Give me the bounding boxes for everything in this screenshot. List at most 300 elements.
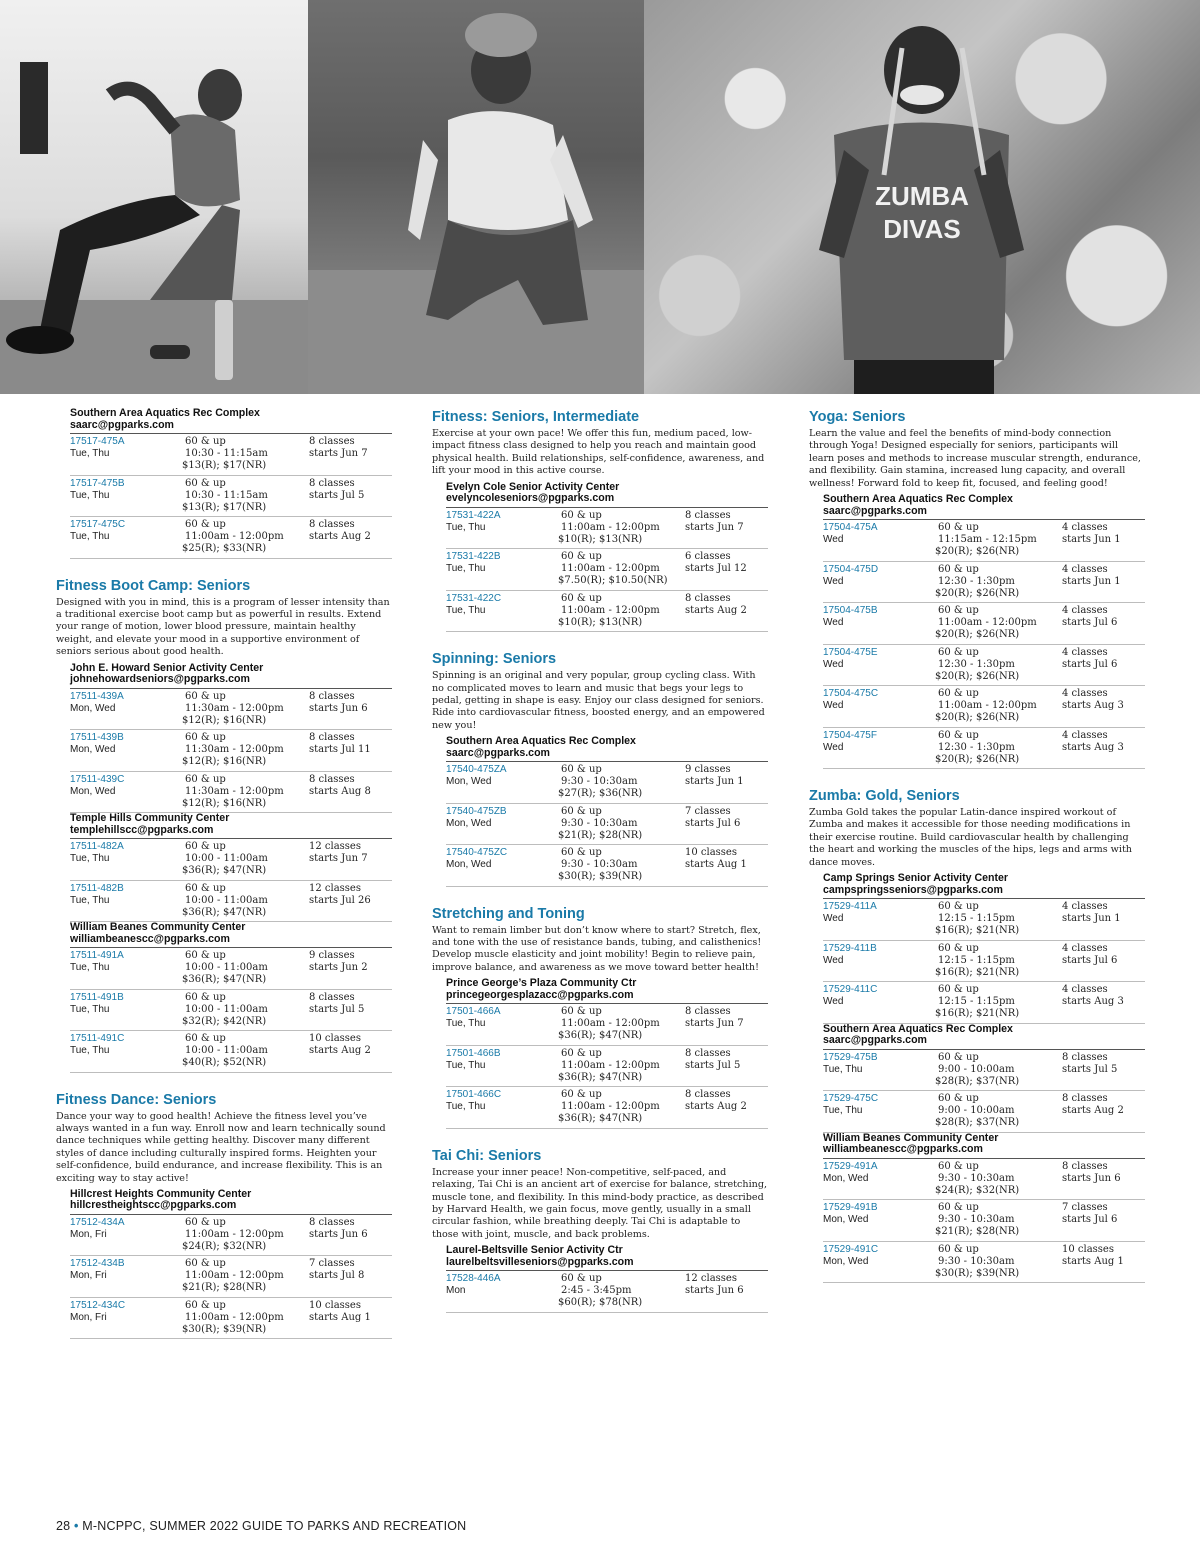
class-fee: $13(R); $17(NR): [182, 501, 267, 513]
class-age: 60 & up: [561, 1047, 602, 1059]
class-days: Mon, Wed: [823, 1214, 869, 1226]
class-fee: $24(R); $32(NR): [182, 1240, 267, 1252]
class-code[interactable]: 17517-475B: [70, 477, 125, 489]
class-count: 12 classes: [309, 841, 361, 853]
class-table: [70, 947, 392, 1073]
class-start: starts Jul 6: [1062, 1214, 1118, 1226]
class-code[interactable]: 17504-475D: [823, 563, 879, 575]
class-fee: $20(R); $26(NR): [935, 753, 1020, 765]
class-start: starts Jun 1: [1062, 534, 1121, 546]
class-code[interactable]: 17529-491B: [823, 1202, 878, 1214]
class-start: starts Aug 8: [309, 785, 371, 797]
class-row: [70, 839, 392, 881]
class-time: 12:15 - 1:15pm: [938, 996, 1015, 1008]
venue-block: [823, 494, 1145, 769]
class-age: 60 & up: [561, 509, 602, 521]
class-days: Tue, Thu: [446, 521, 486, 533]
class-time: 10:00 - 11:00am: [185, 1045, 268, 1057]
class-count: 7 classes: [685, 805, 731, 817]
class-start: starts Aug 2: [685, 1101, 747, 1113]
class-count: 8 classes: [1062, 1051, 1108, 1063]
class-count: 7 classes: [1062, 1202, 1108, 1214]
class-start: starts Aug 3: [1062, 996, 1124, 1008]
class-code[interactable]: 17504-475B: [823, 605, 878, 617]
photo-zumba-divas: [644, 0, 1200, 394]
class-code[interactable]: 17504-475A: [823, 522, 878, 534]
class-time: 12:30 - 1:30pm: [938, 575, 1015, 587]
class-count: 8 classes: [1062, 1093, 1108, 1105]
venue-email[interactable]: saarc@pgparks.com: [446, 746, 550, 759]
class-table: [446, 507, 768, 633]
class-age: 60 & up: [561, 847, 602, 859]
class-age: 60 & up: [938, 563, 979, 575]
class-age: 60 & up: [185, 950, 226, 962]
section-title: Fitness: Seniors, Intermediate: [432, 409, 640, 425]
class-code[interactable]: 17511-491B: [70, 991, 124, 1003]
class-days: Wed: [823, 996, 844, 1008]
class-time: 2:45 - 3:45pm: [561, 1285, 632, 1297]
class-row: [823, 899, 1145, 941]
class-code[interactable]: 17511-491C: [70, 1033, 125, 1045]
class-time: 11:00am - 12:00pm: [185, 1228, 284, 1240]
class-row: [446, 1271, 768, 1313]
class-code[interactable]: 17504-475F: [823, 729, 877, 741]
class-count: 10 classes: [685, 847, 737, 859]
class-age: 60 & up: [185, 841, 226, 853]
class-fee: $36(R); $47(NR): [558, 1113, 643, 1125]
section-description: Want to remain limber but don’t know where to start? Stretch, flex, and tone with the use of resistance bands, tubing, and calisthenics! Develop muscle elasticity and joint mobility! Begin to relieve pain, improve balance, and awareness as we move toward better health!: [432, 924, 762, 973]
class-code[interactable]: 17501-466A: [446, 1006, 501, 1018]
class-time: 11:15am - 12:15pm: [938, 534, 1037, 546]
venue-name: Prince George’s Plaza Community Ctr: [446, 977, 637, 990]
class-code[interactable]: 17531-422A: [446, 509, 501, 521]
venue-name: Laurel-Beltsville Senior Activity Ctr: [446, 1244, 623, 1257]
class-time: 11:30am - 12:00pm: [185, 744, 284, 756]
class-count: 8 classes: [309, 1216, 355, 1228]
venue-email[interactable]: saarc@pgparks.com: [823, 504, 927, 517]
class-count: 4 classes: [1062, 942, 1108, 954]
class-fee: $21(R); $28(NR): [935, 1226, 1020, 1238]
class-age: 60 & up: [185, 773, 226, 785]
class-start: starts Jun 7: [685, 1018, 744, 1030]
venue-header: [823, 1133, 1145, 1156]
class-start: starts Jul 5: [309, 1003, 365, 1015]
class-age: 60 & up: [185, 1216, 226, 1228]
venue-name: Hillcrest Heights Community Center: [70, 1187, 252, 1200]
class-time: 11:00am - 12:00pm: [938, 617, 1037, 629]
class-code[interactable]: 17540-475ZA: [446, 764, 507, 776]
class-fee: $13(R); $17(NR): [182, 460, 267, 471]
venue-email[interactable]: saarc@pgparks.com: [70, 418, 174, 431]
class-row: [70, 990, 392, 1032]
class-code[interactable]: 17531-422C: [446, 592, 502, 604]
class-count: 10 classes: [309, 1299, 361, 1311]
venue-email[interactable]: hillcrestheightscc@pgparks.com: [70, 1199, 237, 1212]
class-days: Mon, Wed: [446, 776, 492, 788]
class-row: [70, 517, 392, 559]
class-fee: $25(R); $33(NR): [182, 543, 267, 554]
class-count: 8 classes: [309, 690, 355, 702]
class-age: 60 & up: [938, 1243, 979, 1255]
class-fee: $36(R); $47(NR): [558, 1030, 643, 1042]
venue-block: [446, 1245, 768, 1313]
footer-separator: •: [74, 1519, 79, 1533]
class-time: 11:00am - 12:00pm: [561, 1101, 660, 1113]
class-table: [446, 761, 768, 887]
section-description: Zumba Gold takes the popular Latin-dance inspired workout of Zumba and makes it accessible for those needing modifications in their exercise routine. Build cardiovascular health by challenging the heart and working the muscles of the hips, legs and arms with dance moves.: [809, 807, 1132, 868]
class-code[interactable]: 17517-475C: [70, 519, 126, 530]
class-count: 10 classes: [1062, 1243, 1114, 1255]
class-code[interactable]: 17504-475E: [823, 646, 878, 658]
section-title: Yoga: Seniors: [809, 409, 906, 425]
photo-strip: [0, 0, 1200, 394]
class-row: [823, 562, 1145, 604]
class-section: [56, 408, 392, 559]
class-time: 10:00 - 11:00am: [185, 894, 268, 906]
class-fee: $20(R); $26(NR): [935, 670, 1020, 682]
section-description: Exercise at your own pace! We offer this fun, medium paced, low-impact fitness class designed to help you reach and maintain good physical health. Build relationships, self-confidence, awareness, and lift your mood in this active course.: [432, 428, 765, 477]
class-row: [823, 1242, 1145, 1284]
class-start: starts Jul 5: [685, 1059, 741, 1071]
class-days: Tue, Thu: [70, 962, 110, 974]
class-code[interactable]: 17511-439B: [70, 732, 124, 744]
venue-email[interactable]: templehillscc@pgparks.com: [70, 823, 214, 836]
venue-name: Evelyn Cole Senior Activity Center: [446, 480, 620, 493]
class-fee: $10(R); $13(NR): [558, 533, 643, 545]
venue-block: [70, 922, 392, 1073]
class-age: 60 & up: [185, 991, 226, 1003]
class-start: starts Jun 1: [685, 776, 744, 788]
class-days: Mon, Wed: [446, 817, 492, 829]
class-start: starts Jun 6: [1062, 1172, 1121, 1184]
class-row: [70, 772, 392, 814]
class-count: 4 classes: [1062, 984, 1108, 996]
class-row: [70, 1298, 392, 1340]
class-code[interactable]: 17529-411A: [823, 901, 877, 913]
class-time: 9:00 - 10:00am: [938, 1105, 1015, 1117]
class-count: 4 classes: [1062, 688, 1108, 700]
class-age: 60 & up: [561, 1273, 602, 1285]
class-code[interactable]: 17501-466B: [446, 1047, 501, 1059]
column-left: [56, 408, 392, 1357]
venue-name: William Beanes Community Center: [70, 921, 246, 934]
venue-block: [70, 1189, 392, 1340]
class-code[interactable]: 17540-475ZB: [446, 805, 507, 817]
class-age: 60 & up: [938, 1051, 979, 1063]
class-count: 12 classes: [685, 1273, 737, 1285]
class-row: [70, 1031, 392, 1073]
class-count: 7 classes: [309, 1258, 355, 1270]
class-start: starts Jun 2: [309, 962, 368, 974]
class-days: Wed: [823, 913, 844, 925]
class-count: 8 classes: [685, 509, 731, 521]
class-start: starts Jun 1: [1062, 575, 1121, 587]
class-count: 4 classes: [1062, 729, 1108, 741]
class-code[interactable]: 17529-491C: [823, 1243, 879, 1255]
class-time: 11:30am - 12:00pm: [185, 702, 284, 714]
class-time: 11:00am - 12:00pm: [185, 531, 284, 542]
class-time: 11:00am - 12:00pm: [561, 1018, 660, 1030]
class-row: [823, 603, 1145, 645]
class-code[interactable]: 17511-439A: [70, 690, 124, 702]
class-days: Tue, Thu: [446, 604, 486, 616]
class-code[interactable]: 17529-475C: [823, 1093, 879, 1105]
class-time: 10:30 - 11:15am: [185, 448, 268, 459]
venue-header: [70, 922, 392, 945]
class-row: [823, 520, 1145, 562]
class-fee: $20(R); $26(NR): [935, 587, 1020, 599]
venue-email[interactable]: laurelbeltsvilleseniors@pgparks.com: [446, 1255, 634, 1268]
class-start: starts Jul 6: [1062, 954, 1118, 966]
class-count: 8 classes: [685, 592, 731, 604]
class-code[interactable]: 17511-439C: [70, 773, 125, 785]
class-count: 8 classes: [309, 773, 355, 785]
class-row: [446, 1046, 768, 1088]
class-days: Wed: [823, 741, 844, 753]
class-code[interactable]: 17504-475C: [823, 688, 879, 700]
class-row: [823, 982, 1145, 1024]
class-start: starts Aug 2: [309, 1045, 371, 1057]
section-title: Tai Chi: Seniors: [432, 1147, 542, 1164]
class-start: starts Jun 6: [309, 702, 368, 714]
venue-email[interactable]: saarc@pgparks.com: [823, 1034, 927, 1047]
venue-email[interactable]: princegeorgesplazacc@pgparks.com: [446, 988, 634, 1001]
venue-email[interactable]: evelyncoleseniors@pgparks.com: [446, 492, 615, 505]
class-start: starts Jun 7: [685, 521, 744, 533]
class-table: [823, 519, 1145, 769]
shirt-text-line2: DIVAS: [883, 214, 961, 244]
class-fee: $40(R); $52(NR): [182, 1057, 267, 1069]
venue-block: [823, 1024, 1145, 1133]
venue-header: [70, 663, 392, 686]
class-fee: $10(R); $13(NR): [558, 616, 643, 628]
venue-header: [823, 873, 1145, 896]
class-code[interactable]: 17512-434C: [70, 1299, 126, 1311]
class-count: 8 classes: [309, 732, 355, 744]
class-table: [70, 838, 392, 922]
section-description: Spinning is an original and very popular, group cycling class. With no complicated moves to learn and music that begs your legs to pedal, getting in shape is easy. Enjoy our class designed for seniors. Ride into cardiovascular fitness, boosted energy, and an empowered new you!: [432, 670, 765, 731]
class-section: [432, 408, 768, 632]
class-section: [432, 650, 768, 887]
class-start: starts Jul 5: [309, 489, 365, 501]
class-time: 9:30 - 10:30am: [561, 776, 638, 788]
class-days: Mon, Fri: [70, 1270, 107, 1282]
class-section: [432, 1147, 768, 1313]
section-title: Fitness Dance: Seniors: [56, 1091, 217, 1108]
class-time: 9:30 - 10:30am: [938, 1172, 1015, 1184]
class-count: 9 classes: [685, 764, 731, 776]
class-time: 12:15 - 1:15pm: [938, 954, 1015, 966]
class-age: 60 & up: [938, 1160, 979, 1172]
venue-header: [823, 494, 1145, 517]
class-age: 60 & up: [185, 732, 226, 744]
photo-chair-exercise: [0, 0, 308, 394]
venue-block: [70, 813, 392, 922]
class-time: 9:30 - 10:30am: [938, 1255, 1015, 1267]
class-row: [70, 476, 392, 518]
class-fee: $7.50(R); $10.50(NR): [558, 575, 668, 587]
class-code[interactable]: 17529-411B: [823, 942, 877, 954]
venue-name: Southern Area Aquatics Rec Complex: [823, 493, 1013, 506]
class-start: starts Jun 7: [309, 853, 368, 865]
class-start: starts Jul 5: [1062, 1063, 1118, 1075]
class-start: starts Jul 8: [309, 1270, 365, 1282]
class-start: starts Jul 6: [1062, 617, 1118, 629]
venue-header: [446, 1245, 768, 1268]
class-row: [446, 845, 768, 887]
class-fee: $20(R); $26(NR): [935, 629, 1020, 641]
class-code[interactable]: 17512-434A: [70, 1216, 125, 1228]
class-code[interactable]: 17529-491A: [823, 1160, 878, 1172]
venue-header: [446, 736, 768, 759]
venue-name: Temple Hills Community Center: [70, 812, 230, 825]
section-title: Fitness Boot Camp: Seniors: [56, 577, 251, 594]
venue-name: William Beanes Community Center: [823, 1131, 999, 1144]
class-code[interactable]: 17511-482A: [70, 841, 124, 853]
class-age: 60 & up: [185, 1299, 226, 1311]
class-code[interactable]: 17517-475A: [70, 436, 125, 447]
class-age: 60 & up: [185, 1258, 226, 1270]
venue-block: [823, 1133, 1145, 1284]
class-time: 12:30 - 1:30pm: [938, 741, 1015, 753]
class-days: Mon: [446, 1285, 466, 1297]
class-row: [823, 1159, 1145, 1201]
class-start: starts Jun 6: [685, 1285, 744, 1297]
class-days: Tue, Thu: [446, 1059, 486, 1071]
section-title: Zumba: Gold, Seniors: [809, 788, 960, 805]
class-code[interactable]: 17529-475B: [823, 1051, 878, 1063]
class-days: Tue, Thu: [446, 1018, 486, 1030]
venue-email[interactable]: williambeanescc@pgparks.com: [70, 932, 230, 945]
class-section: [56, 1091, 392, 1340]
class-days: Wed: [823, 700, 844, 712]
class-time: 12:15 - 1:15pm: [938, 913, 1015, 925]
class-start: starts Aug 3: [1062, 741, 1124, 753]
class-start: starts Jul 6: [685, 817, 741, 829]
class-time: 11:00am - 12:00pm: [561, 1059, 660, 1071]
venue-name: Southern Area Aquatics Rec Complex: [823, 1022, 1013, 1035]
class-start: starts Aug 2: [685, 604, 747, 616]
class-age: 60 & up: [938, 901, 979, 913]
class-age: 60 & up: [561, 551, 602, 563]
class-fee: $28(R); $37(NR): [935, 1117, 1020, 1129]
class-table: [823, 1158, 1145, 1284]
venue-block: [446, 978, 768, 1129]
class-row: [823, 645, 1145, 687]
class-code[interactable]: 17528-446A: [446, 1273, 501, 1285]
class-table: [70, 1214, 392, 1340]
class-section: [809, 408, 1145, 769]
class-days: Wed: [823, 617, 844, 629]
section-title: Stretching and Toning: [432, 905, 585, 922]
class-code[interactable]: 17501-466C: [446, 1089, 502, 1101]
venue-block: [446, 482, 768, 633]
class-age: 60 & up: [938, 729, 979, 741]
class-section: [56, 577, 392, 1073]
class-days: Tue, Thu: [70, 489, 110, 501]
shirt-text-line1: ZUMBA: [875, 181, 969, 211]
class-days: Tue, Thu: [70, 853, 110, 865]
class-code[interactable]: 17512-434B: [70, 1258, 125, 1270]
class-days: Wed: [823, 575, 844, 587]
class-start: starts Aug 1: [1062, 1255, 1124, 1267]
class-days: Wed: [823, 658, 844, 670]
class-time: 11:30am - 12:00pm: [185, 785, 284, 797]
class-days: Mon, Wed: [70, 744, 116, 756]
class-age: 60 & up: [185, 882, 226, 894]
class-count: 4 classes: [1062, 563, 1108, 575]
class-age: 60 & up: [561, 592, 602, 604]
venue-header: [446, 482, 768, 505]
footer-title: M-NCPPC, SUMMER 2022 GUIDE TO PARKS AND RECREATION: [82, 1519, 467, 1533]
class-code[interactable]: 17540-475ZC: [446, 847, 508, 859]
venue-email[interactable]: johnehowardseniors@pgparks.com: [70, 673, 250, 686]
class-row: [823, 1050, 1145, 1092]
venue-email[interactable]: williambeanescc@pgparks.com: [823, 1143, 983, 1156]
class-days: Mon, Wed: [70, 702, 116, 714]
class-time: 9:30 - 10:30am: [561, 817, 638, 829]
class-age: 60 & up: [938, 522, 979, 534]
class-row: [70, 730, 392, 772]
section-description: Designed with you in mind, this is a program of lesser intensity than a traditional exercise boot camp but as powerful in results. Extend your range of motion, lower blood pressure, maintain healthy weight, and elevate your mood in a supportive environment of seniors serious about good health.: [56, 596, 390, 658]
class-age: 60 & up: [938, 942, 979, 954]
class-row: [823, 728, 1145, 770]
class-time: 11:00am - 12:00pm: [938, 700, 1037, 712]
venue-header: [446, 978, 768, 1001]
class-row: [446, 549, 768, 591]
class-days: Mon, Wed: [70, 785, 116, 797]
class-section: [809, 787, 1145, 1283]
venue-email[interactable]: campspringsseniors@pgparks.com: [823, 883, 1003, 896]
class-row: [446, 591, 768, 633]
class-section: [432, 905, 768, 1129]
class-days: Tue, Thu: [823, 1063, 863, 1075]
class-age: 60 & up: [185, 519, 226, 530]
class-table: [446, 1270, 768, 1313]
class-days: Tue, Thu: [823, 1105, 863, 1117]
class-start: starts Jul 12: [685, 563, 747, 575]
class-table: [823, 1049, 1145, 1133]
class-fee: $21(R); $28(NR): [182, 1282, 267, 1294]
venue-header: [70, 1189, 392, 1212]
class-count: 6 classes: [685, 551, 731, 563]
class-age: 60 & up: [938, 688, 979, 700]
class-fee: $36(R); $47(NR): [558, 1071, 643, 1083]
class-fee: $27(R); $36(NR): [558, 788, 643, 800]
class-age: 60 & up: [561, 764, 602, 776]
class-fee: $16(R); $21(NR): [935, 1008, 1020, 1020]
class-count: 4 classes: [1062, 522, 1108, 534]
class-code[interactable]: 17511-491A: [70, 950, 124, 962]
class-code[interactable]: 17529-411C: [823, 984, 878, 996]
class-fee: $32(R); $42(NR): [182, 1015, 267, 1027]
class-days: Tue, Thu: [70, 531, 110, 542]
class-fee: $36(R); $47(NR): [182, 865, 267, 877]
class-count: 10 classes: [309, 1033, 361, 1045]
class-code[interactable]: 17531-422B: [446, 551, 501, 563]
class-time: 10:00 - 11:00am: [185, 962, 268, 974]
class-fee: $20(R); $26(NR): [935, 712, 1020, 724]
section-description: Learn the value and feel the benefits of mind-body connection through Yoga! Designed especially for seniors, participants will learn poses and methods to increase muscular strength, endurance, and flexibility. Gain stamina, increased lung capacity, and overall wellness! Forward fold to keep fit, focused, and feeling good!: [809, 428, 1141, 489]
section-description: Dance your way to good health! Achieve the fitness level you’ve always wanted in a fun way. Enroll now and learn technically sound dance techniques while getting healthy. Discover many different styles of dance including culturally inspired forms. Heighten your self-confidence, build endurance, and increase flexibility. This is an exciting way to stay active!: [56, 1110, 386, 1184]
class-start: starts Jul 6: [1062, 658, 1118, 670]
class-days: Tue, Thu: [446, 563, 486, 575]
class-days: Mon, Wed: [446, 859, 492, 871]
class-days: Wed: [823, 534, 844, 546]
class-time: 11:00am - 12:00pm: [561, 604, 660, 616]
class-code[interactable]: 17511-482B: [70, 882, 124, 894]
class-fee: $12(R); $16(NR): [182, 756, 267, 768]
